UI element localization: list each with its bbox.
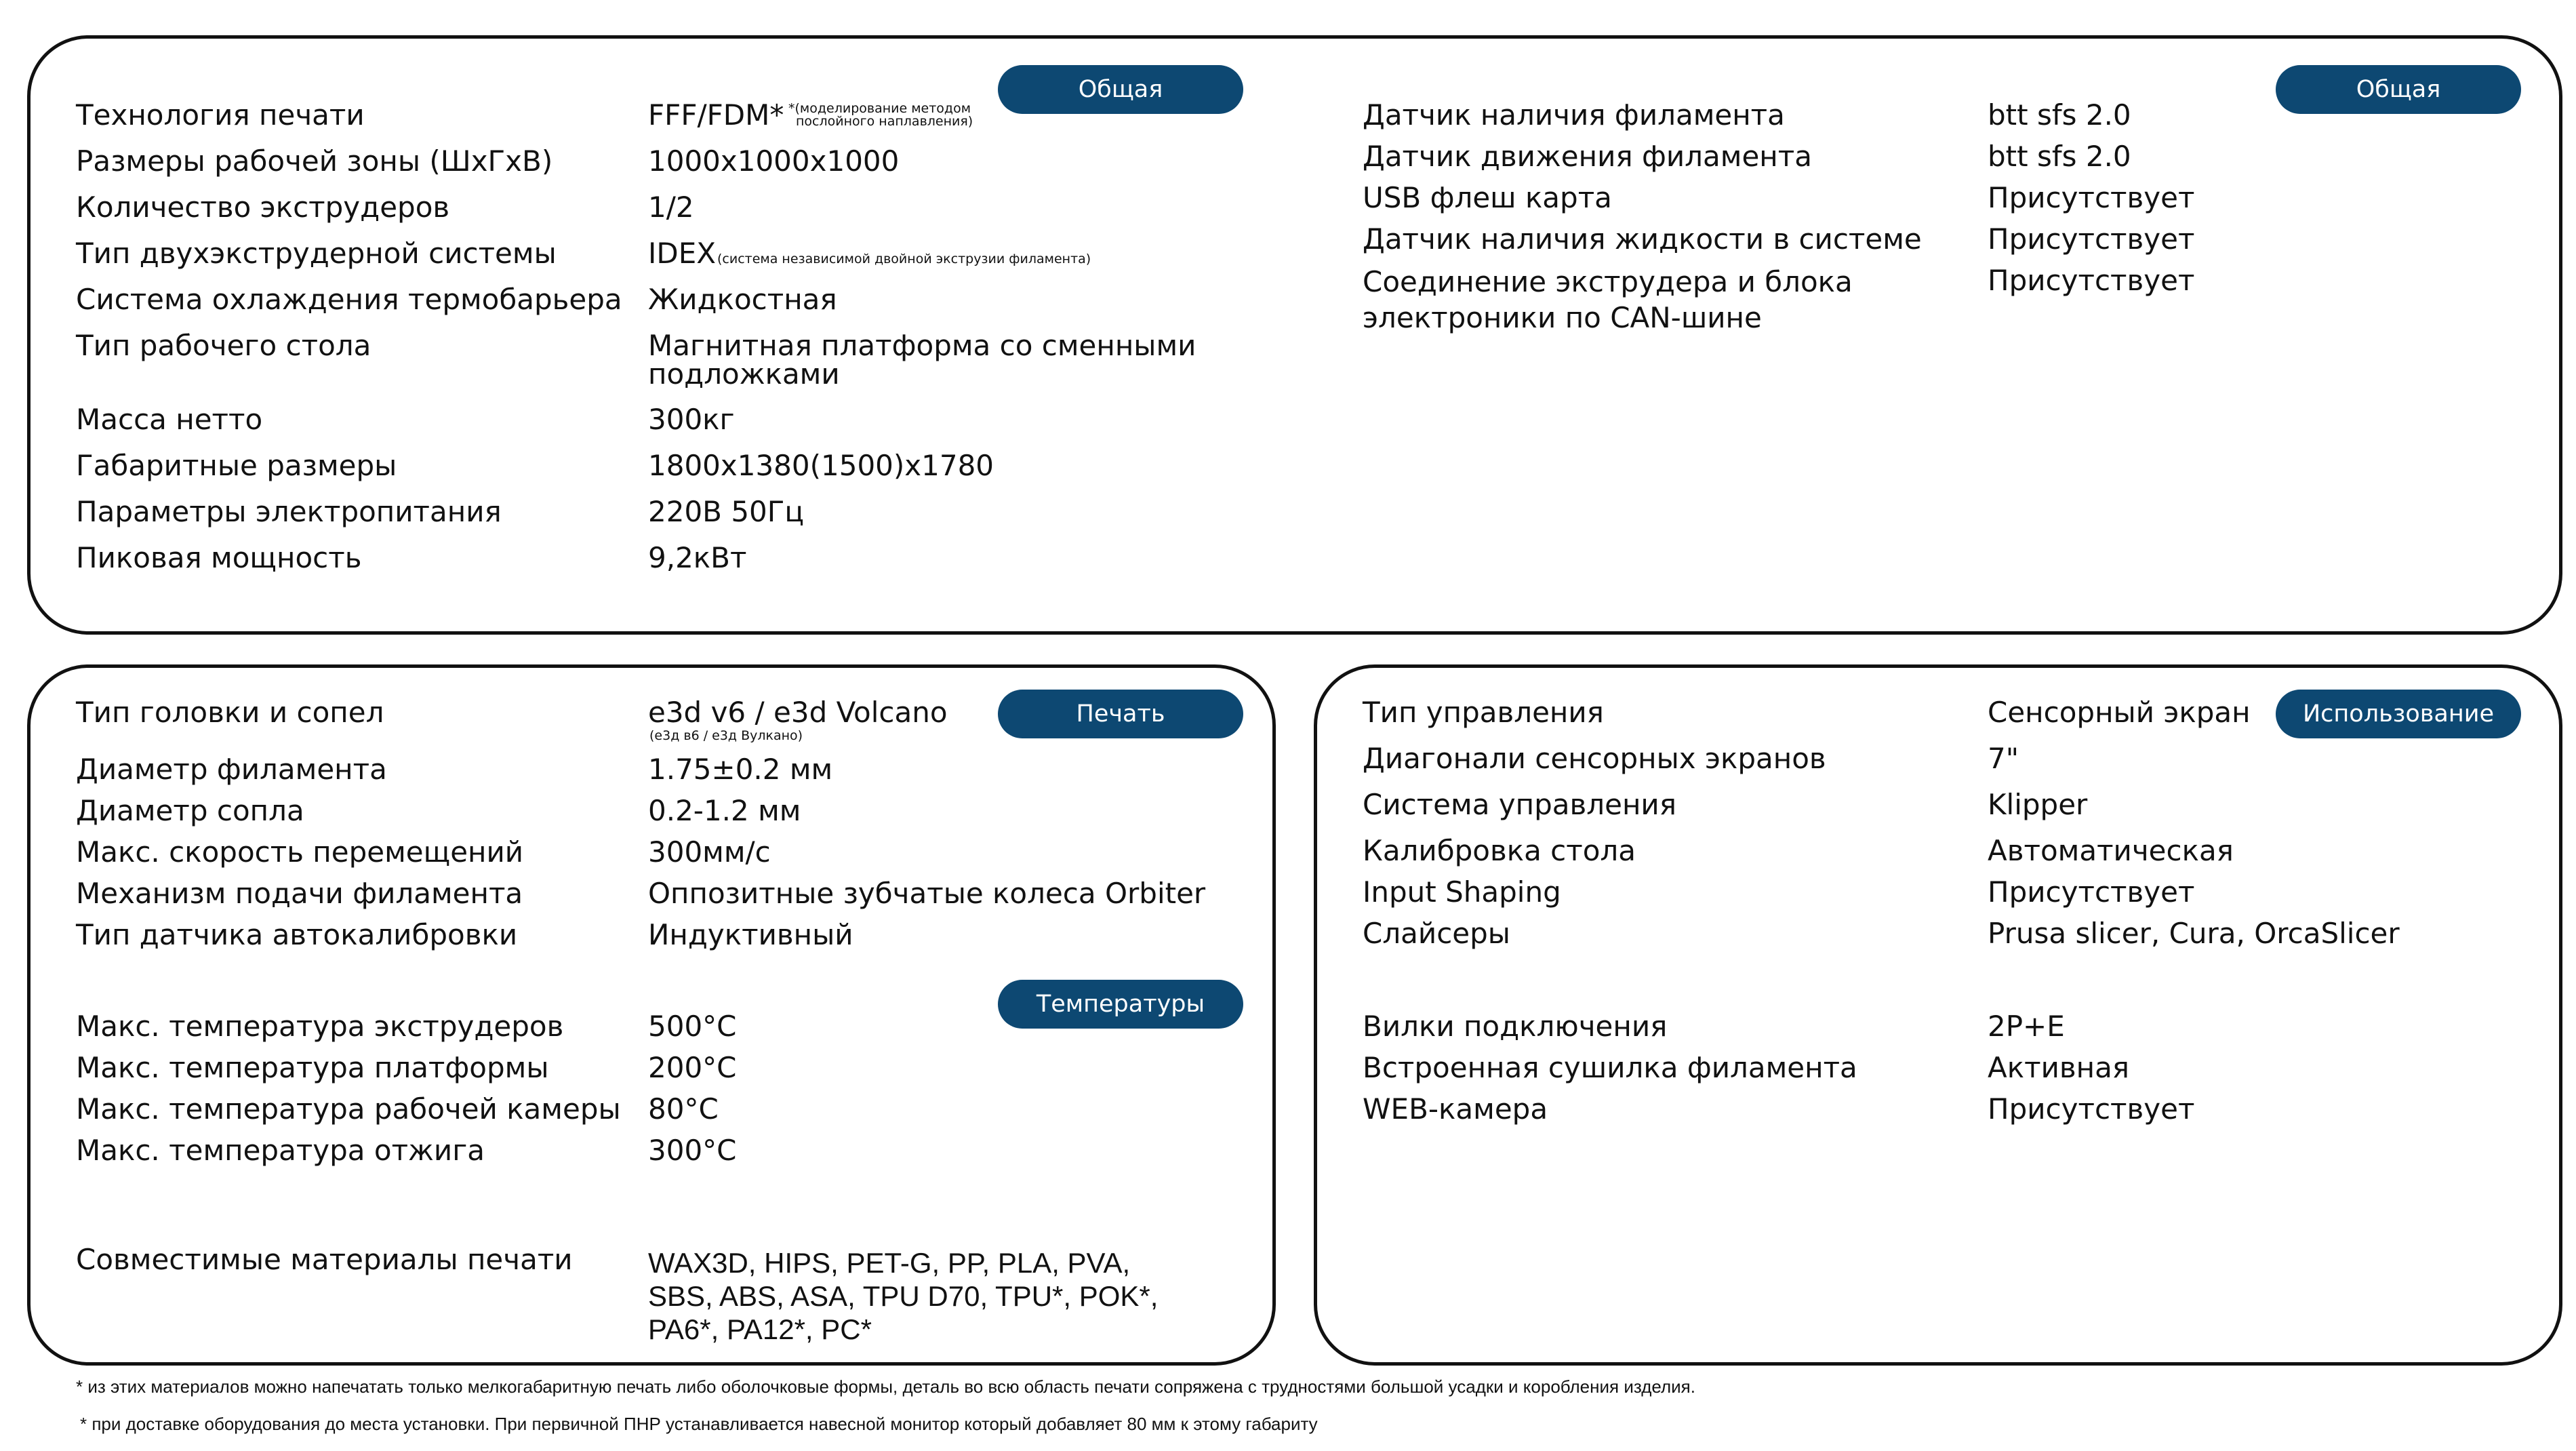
printing-filament-badge[interactable]: Печать филаментом xyxy=(998,690,1243,738)
print-value-max-speed: 300мм/с xyxy=(648,835,771,869)
usage-label-filament-dryer: Встроенная сушилка филамента xyxy=(1363,1051,1857,1084)
spec-label-bed-type: Тип рабочего стола xyxy=(76,329,371,362)
usage-value-bed-calibration: Автоматическая xyxy=(1988,834,2234,867)
footnote-materials: * из этих материалов можно напечатать только мелкогабаритную печать либо оболочковые формы, деталь во всю область печати сопряжена с трудностями большой усадки и коробления изделия. xyxy=(76,1376,1695,1397)
spec-label-print-technology: Технология печати xyxy=(76,98,365,132)
usage-badge[interactable]: Использование xyxy=(2276,690,2521,738)
usage-label-control-type: Тип управления xyxy=(1363,696,1604,729)
spec-label-peak-power: Пиковая мощность xyxy=(76,541,362,574)
general-info-badge-left[interactable]: Общая информация xyxy=(998,65,1243,114)
temp-value-chamber: 80°C xyxy=(648,1092,719,1126)
usage-value-slicers: Prusa slicer, Cura, OrcaSlicer xyxy=(1988,917,2400,950)
usage-value-control-system: Klipper xyxy=(1988,788,2088,821)
spec-label-net-weight: Масса нетто xyxy=(76,403,263,436)
usage-value-control-type: Сенсорный экран xyxy=(1988,696,2251,729)
footnote-dimensions: * при доставке оборудования до места установки. При первичной ПНР устанавливается навесной монитор который добавляет 80 мм к этому габариту xyxy=(80,1414,1318,1434)
print-value-nozzle-diameter: 0.2-1.2 мм xyxy=(648,794,801,827)
usage-label-input-shaping: Input Shaping xyxy=(1363,875,1561,909)
print-label-head-type: Тип головки и сопел xyxy=(76,696,384,729)
print-value-filament-diameter: 1.75±0.2 мм xyxy=(648,753,833,786)
usage-label-bed-calibration: Калибровка стола xyxy=(1363,834,1636,867)
usage-value-webcam: Присутствует xyxy=(1988,1092,2195,1126)
temperatures-badge[interactable]: Температуры xyxy=(998,980,1243,1029)
spec-label-dimensions: Габаритные размеры xyxy=(76,449,397,482)
spec-value-print-technology: FFF/FDM* xyxy=(648,98,784,132)
spec-value-bed-type-line2: подложками xyxy=(648,357,840,391)
spec-label-filament-motion-sensor: Датчик движения филамента xyxy=(1363,140,1812,173)
spec-note-print-technology-2: послойного наплавления) xyxy=(796,114,973,129)
print-label-nozzle-diameter: Диаметр сопла xyxy=(76,794,304,827)
spec-value-can-bus: Присутствует xyxy=(1988,264,2195,297)
print-label-filament-diameter: Диаметр филамента xyxy=(76,753,387,786)
temp-value-extruders: 500°C xyxy=(648,1010,737,1043)
spec-note-dual-extruder-type: (система независимой двойной экструзии филамента) xyxy=(717,252,1091,266)
spec-label-can-bus-line1: Соединение экструдера и блока xyxy=(1363,265,1853,298)
print-note-head-type: (е3д в6 / е3д Вулкано) xyxy=(649,728,803,743)
usage-label-slicers: Слайсеры xyxy=(1363,917,1510,950)
spec-label-liquid-sensor: Датчик наличия жидкости в системе xyxy=(1363,222,1922,256)
general-info-panel xyxy=(27,35,2562,635)
materials-value-line3: PA6*, PA12*, PC* xyxy=(648,1313,872,1345)
usage-value-screen-diagonal: 7" xyxy=(1988,742,2019,775)
general-info-badge-right[interactable]: Общая информация xyxy=(2276,65,2521,114)
spec-label-filament-presence-sensor: Датчик наличия филамента xyxy=(1363,98,1785,132)
materials-value-line1: WAX3D, HIPS, PET-G, PP, PLA, PVA, xyxy=(648,1247,1131,1279)
print-value-head-type: e3d v6 / e3d Volcano xyxy=(648,696,948,729)
usage-value-input-shaping: Присутствует xyxy=(1988,875,2195,909)
print-label-autocal-sensor: Тип датчика автокалибровки xyxy=(76,918,518,951)
spec-value-usb-flash: Присутствует xyxy=(1988,181,2195,214)
print-label-max-speed: Макс. скорость перемещений xyxy=(76,835,524,869)
print-label-feed-mechanism: Механизм подачи филамента xyxy=(76,877,523,910)
usage-value-filament-dryer: Активная xyxy=(1988,1051,2130,1084)
spec-value-net-weight: 300кг xyxy=(648,403,735,436)
spec-value-dual-extruder-type: IDEX xyxy=(648,237,717,270)
temp-label-extruders: Макс. температура экструдеров xyxy=(76,1010,564,1043)
spec-label-can-bus-line2: электроники по CAN-шине xyxy=(1363,301,1762,334)
temp-label-platform: Макс. температура платформы xyxy=(76,1051,549,1084)
spec-label-dual-extruder-type: Тип двухэкструдерной системы xyxy=(76,237,557,270)
spec-value-liquid-sensor: Присутствует xyxy=(1988,222,2195,256)
materials-value-line2: SBS, ABS, ASA, TPU D70, TPU*, POK*, xyxy=(648,1280,1159,1312)
spec-value-bed-type-line1: Магнитная платформа со сменными xyxy=(648,329,1196,362)
usage-value-plugs: 2P+E xyxy=(1988,1010,2065,1043)
temp-label-annealing: Макс. температура отжига xyxy=(76,1134,485,1167)
spec-value-build-volume: 1000x1000x1000 xyxy=(648,144,900,178)
spec-label-heatbreak-cooling: Система охлаждения термобарьера xyxy=(76,283,622,316)
usage-label-screen-diagonal: Диагонали сенсорных экранов xyxy=(1363,742,1826,775)
spec-value-heatbreak-cooling: Жидкостная xyxy=(648,283,837,316)
spec-label-power-params: Параметры электропитания xyxy=(76,495,502,528)
temp-value-annealing: 300°C xyxy=(648,1134,737,1167)
spec-note-print-technology-1: *(моделирование методом xyxy=(788,101,971,116)
spec-value-peak-power: 9,2кВт xyxy=(648,541,747,574)
spec-value-filament-motion-sensor: btt sfs 2.0 xyxy=(1988,140,2131,173)
spec-value-extruder-count: 1/2 xyxy=(648,191,694,224)
print-value-feed-mechanism: Оппозитные зубчатые колеса Orbiter xyxy=(648,877,1206,910)
spec-value-dimensions: 1800x1380(1500)x1780 xyxy=(648,449,994,482)
spec-label-build-volume: Размеры рабочей зоны (ШхГхВ) xyxy=(76,144,553,178)
materials-label: Совместимые материалы печати xyxy=(76,1243,573,1276)
temp-value-platform: 200°C xyxy=(648,1051,737,1084)
usage-label-webcam: WEB-камера xyxy=(1363,1092,1548,1126)
print-value-autocal-sensor: Индуктивный xyxy=(648,918,853,951)
spec-label-extruder-count: Количество экструдеров xyxy=(76,191,450,224)
usage-label-control-system: Система управления xyxy=(1363,788,1676,821)
spec-value-power-params: 220В 50Гц xyxy=(648,495,804,528)
temp-label-chamber: Макс. температура рабочей камеры xyxy=(76,1092,621,1126)
spec-label-usb-flash: USB флеш карта xyxy=(1363,181,1612,214)
spec-value-filament-presence-sensor: btt sfs 2.0 xyxy=(1988,98,2131,132)
usage-label-plugs: Вилки подключения xyxy=(1363,1010,1668,1043)
